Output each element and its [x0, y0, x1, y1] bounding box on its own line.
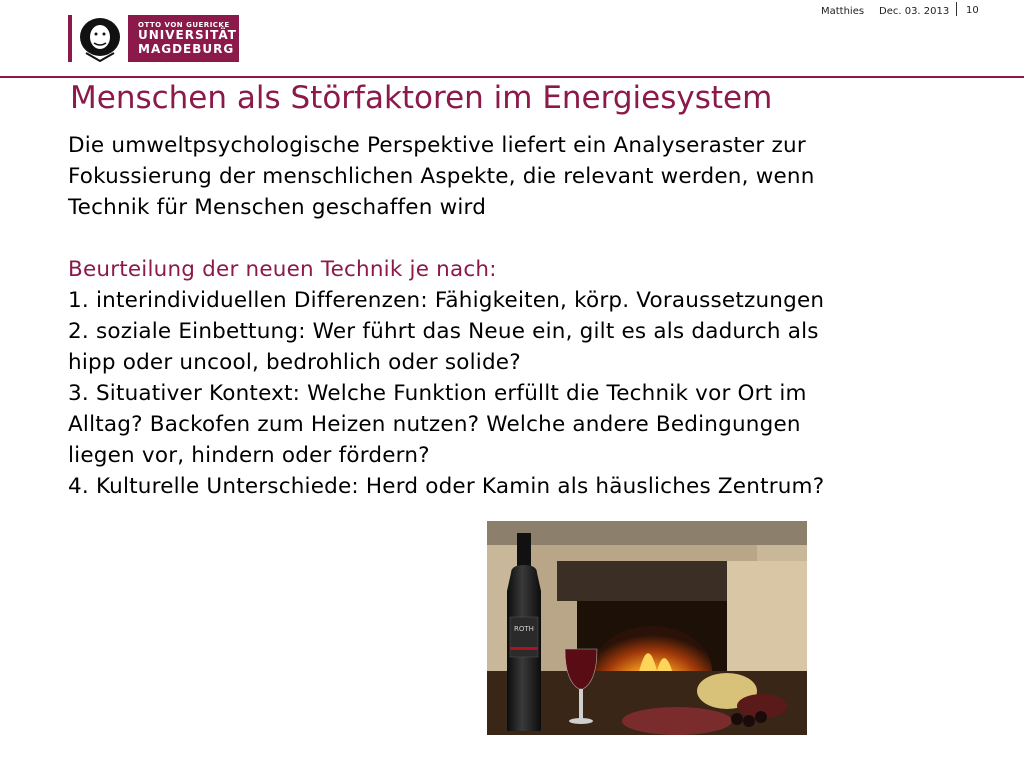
- intro-line: Die umweltpsychologische Perspektive liefert ein Analyseraster zur: [68, 133, 806, 158]
- header-author: Matthies: [821, 6, 865, 17]
- page-number: 10: [966, 5, 979, 16]
- item-line: 2. soziale Einbettung: Wer führt das Neue ein, gilt es als dadurch als: [68, 319, 819, 344]
- item-line: liegen vor, hindern oder fördern?: [68, 443, 430, 468]
- logo-line-1: OTTO VON GUERICKE: [138, 20, 230, 29]
- header-divider: [0, 76, 1024, 78]
- university-logo: [68, 15, 239, 62]
- wine-label-text: ROTH: [514, 625, 534, 633]
- item-line: Alltag? Backofen zum Heizen nutzen? Welche andere Bedingungen: [68, 412, 801, 437]
- item-line: 1. interindividuellen Differenzen: Fähigkeiten, körp. Voraussetzungen: [68, 288, 825, 313]
- portrait-logo-icon: [72, 15, 128, 62]
- logo-line-2: UNIVERSITÄT: [138, 27, 237, 42]
- header-date: Dec. 03. 2013: [879, 6, 950, 17]
- slide-title: Menschen als Störfaktoren im Energiesystem: [70, 80, 773, 116]
- spacer: [68, 223, 968, 254]
- item-line: 3. Situativer Kontext: Welche Funktion erfüllt die Technik vor Ort im: [68, 381, 807, 406]
- subheading: Beurteilung der neuen Technik je nach:: [68, 257, 497, 282]
- item-line: 4. Kulturelle Unterschiede: Herd oder Kamin als häusliches Zentrum?: [68, 474, 825, 499]
- fireplace-wine-photo: [487, 521, 807, 735]
- intro-line: Fokussierung der menschlichen Aspekte, die relevant werden, wenn: [68, 164, 815, 189]
- intro-line: Technik für Menschen geschaffen wird: [68, 195, 487, 220]
- slide-body: [68, 130, 968, 502]
- header-separator: [956, 2, 957, 16]
- logo-text: [138, 21, 237, 57]
- logo-line-3: MAGDEBURG: [138, 41, 235, 56]
- item-line: hipp oder uncool, bedrohlich oder solide?: [68, 350, 521, 375]
